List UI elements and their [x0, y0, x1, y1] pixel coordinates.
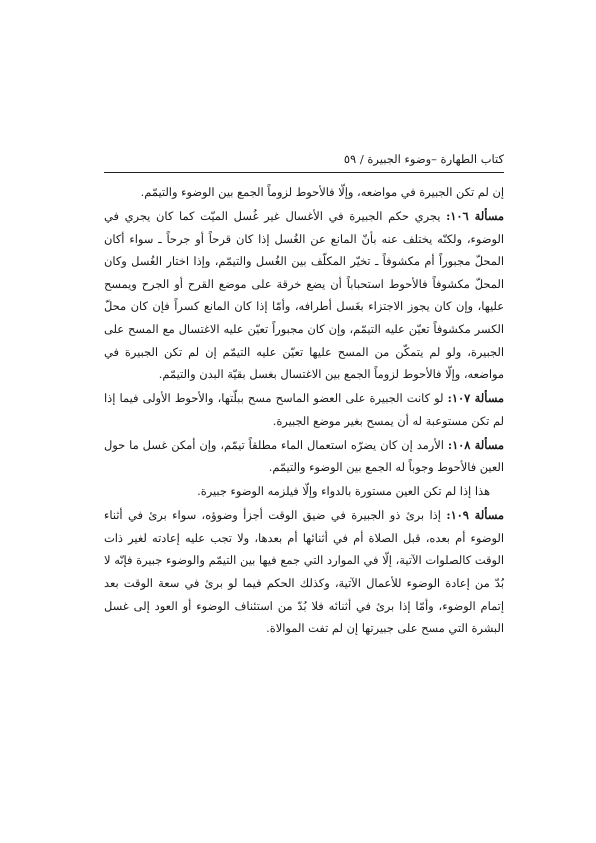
- issue-106: [104, 205, 504, 386]
- issue-108: [104, 434, 504, 479]
- issue-text: يجري حكم الجبيرة في الأغسال غير غُسل الميّت كما كان يجري في الوضوء، ولكنّه يختلف عنه بأنّ المانع عن الغُسل إذا كان قرحاً أو جرحاً ـ سواء أكان المحلّ مجبوراً أم مكشوفاً ـ تخيّر المكلّف بين الغُسل والتيمّم، وإذا اختار الغُسل وكان المحلّ مكشوفاً فالأحوط استحباباً أن يضع خرقة على موضع القرح أو الجرح ويمسح عليها، وإن كان يجوز الاجتزاء بغَسل أطرافه، وأمّا إذا كان المانع كسراً فإن كان محلّ الكسر مكشوفاً تعيّن عليه التيمّم، وإن كان مجبوراً تعيّن عليه الاغتسال مع المسح على الجبيرة، ولو لم يتمكّن من المسح عليها تعيّن عليه التيمّم إن لم تكن الجبيرة في مواضعه، وإلّا فالأحوط لزوماً الجمع بين الاغتسال بغسل بقيّة البدن والتيمّم.: [104, 208, 504, 382]
- paragraph-1: [104, 181, 504, 204]
- issue-label: مسألة ١٠٨:: [447, 437, 504, 452]
- running-title: كتاب الطهارة –وضوء الجبيرة / ٥٩: [343, 152, 504, 166]
- issue-text: إذا برئ ذو الجبيرة في ضيق الوقت أجزأ وضوؤه، سواء برئ في أثناء الوضوء أم بعده، قبل الصلاة أم في أثنائها أم بعدها، ولا تجب عليه إعادته لغير ذات الوقت كالصلوات الآتية، إلّا في الموارد التي جمع فيها بين التيمّم والوضوء جبيرة فإنّه لا بُدّ من إعادة الوضوء للأعمال الآتية، وكذلك الحكم فيما لو برئ في سعة الوقت بعد إتمام الوضوء، وأمّا إذا برئ في أثنائه فلا بُدّ من استئناف الوضوء أو العود إلى غسل البشرة التي مسح على جبيرتها إن لم تفت الموالاة.: [104, 508, 504, 636]
- paragraph-text: إن لم تكن الجبيرة في مواضعه، وإلّا فالأحوط لزوماً الجمع بين الوضوء والتيمّم.: [140, 185, 504, 199]
- issue-text: لو كانت الجبيرة على العضو الماسح مسح ببلّتها، والأحوط الأولى فيما إذا لم تكن مستوعبة له أن يمسح بغير موضع الجبيرة.: [104, 391, 504, 428]
- issue-label: مسألة ١٠٦:: [446, 208, 504, 223]
- issue-label: مسألة ١٠٧:: [447, 391, 504, 406]
- paragraph-note: [104, 480, 504, 503]
- issue-label: مسألة ١٠٩:: [446, 508, 504, 523]
- running-header: [104, 146, 504, 173]
- issue-109: [104, 504, 504, 640]
- issue-text: الأرمد إن كان يضرّه استعمال الماء مطلقاً تيمّم، وإن أمكن غسل ما حول العين فالأحوط وجوباً له الجمع بين الوضوء والتيمّم.: [104, 437, 504, 475]
- paragraph-text: هذا إذا لم تكن العين مستورة بالدواء وإلّا فيلزمه الوضوء جبيرة.: [197, 484, 490, 499]
- issue-107: [104, 387, 504, 432]
- page-body: [104, 181, 504, 640]
